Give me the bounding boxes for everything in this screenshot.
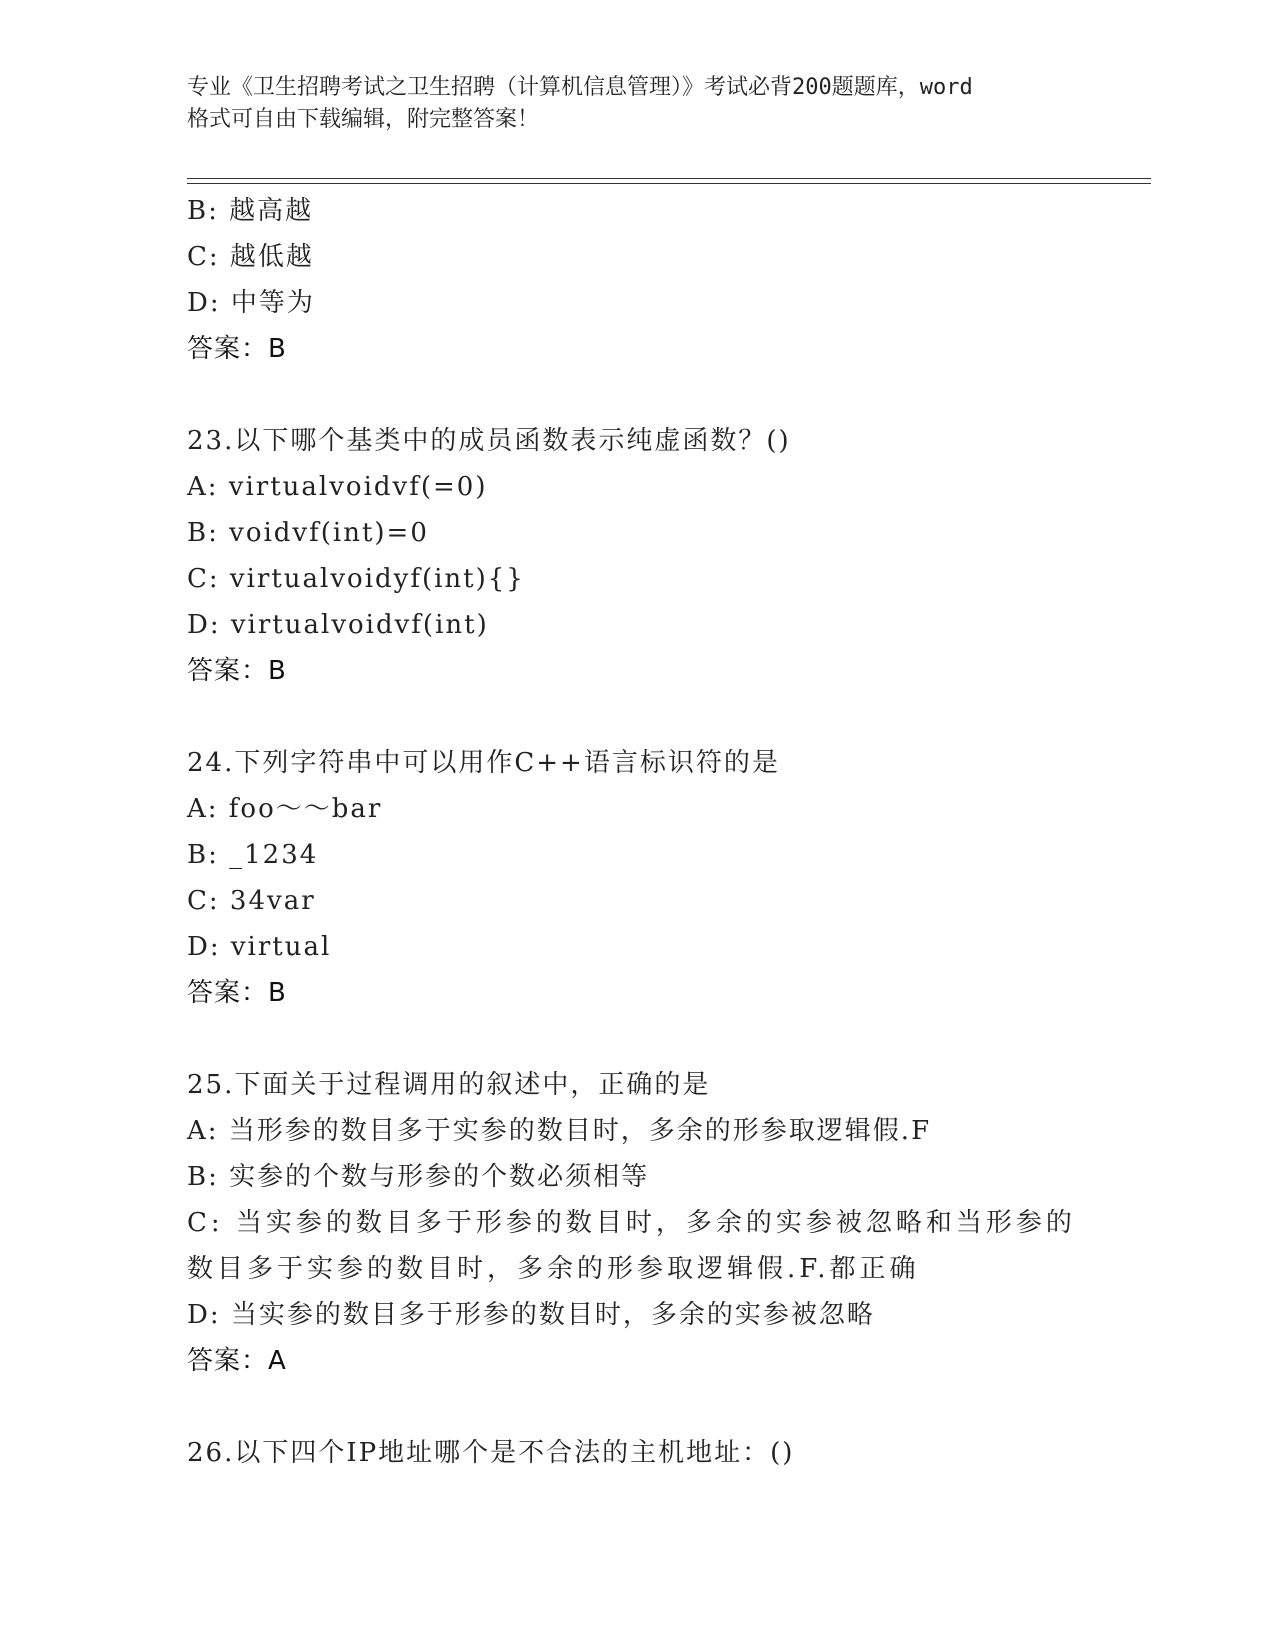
question-stem: 24.下列字符串中可以用作C++语言标识符的是 <box>187 748 780 778</box>
option-a: A: virtualvoidvf(=0) <box>187 472 488 502</box>
answer-line: 答案：A <box>187 1346 287 1376</box>
option-d: D: virtual <box>187 932 332 962</box>
answer-line: 答案：B <box>187 978 287 1008</box>
question-26 <box>187 1430 1187 1476</box>
option-d: D: 当实参的数目多于形参的数目时，多余的实参被忽略 <box>187 1300 875 1330</box>
question-23 <box>187 418 1187 694</box>
question-25 <box>187 1062 1187 1384</box>
question-22-continuation <box>187 188 1187 372</box>
question-stem: 25.下面关于过程调用的叙述中，正确的是 <box>187 1070 711 1100</box>
option-a: A: 当形参的数目多于实参的数目时，多余的形参取逻辑假.F <box>187 1116 932 1146</box>
option-c: C: 越低越 <box>187 242 314 272</box>
question-stem: 26.以下四个IP地址哪个是不合法的主机地址：() <box>187 1438 795 1468</box>
option-b: B: 实参的个数与形参的个数必须相等 <box>187 1162 650 1192</box>
header-divider-top <box>187 178 1151 179</box>
option-a: A: foo～～bar <box>187 794 383 824</box>
option-c: C: 34var <box>187 886 316 916</box>
question-list <box>187 188 1187 1476</box>
question-24 <box>187 740 1187 1016</box>
option-c: C: virtualvoidyf(int){} <box>187 564 525 594</box>
header-divider-bottom <box>187 183 1151 184</box>
question-stem: 23.以下哪个基类中的成员函数表示纯虚函数？() <box>187 426 791 456</box>
option-c: C: 当实参的数目多于形参的数目时，多余的实参被忽略和当形参的数目多于实参的数目时，多余的形参取逻辑假.F.都正确 <box>187 1208 1076 1284</box>
option-b: B: 越高越 <box>187 196 314 226</box>
header-title-line-2: 格式可自由下载编辑，附完整答案！ <box>187 107 540 132</box>
document-header <box>187 72 1087 136</box>
option-b: B: voidvf(int)=0 <box>187 518 429 548</box>
answer-line: 答案：B <box>187 334 287 364</box>
option-d: D: virtualvoidvf(int) <box>187 610 489 640</box>
header-title-line-1: 专业《卫生招聘考试之卫生招聘（计算机信息管理）》考试必背200题题库，word <box>187 75 973 100</box>
answer-line: 答案：B <box>187 656 287 686</box>
option-b: B: _1234 <box>187 840 319 870</box>
option-d: D: 中等为 <box>187 288 315 318</box>
